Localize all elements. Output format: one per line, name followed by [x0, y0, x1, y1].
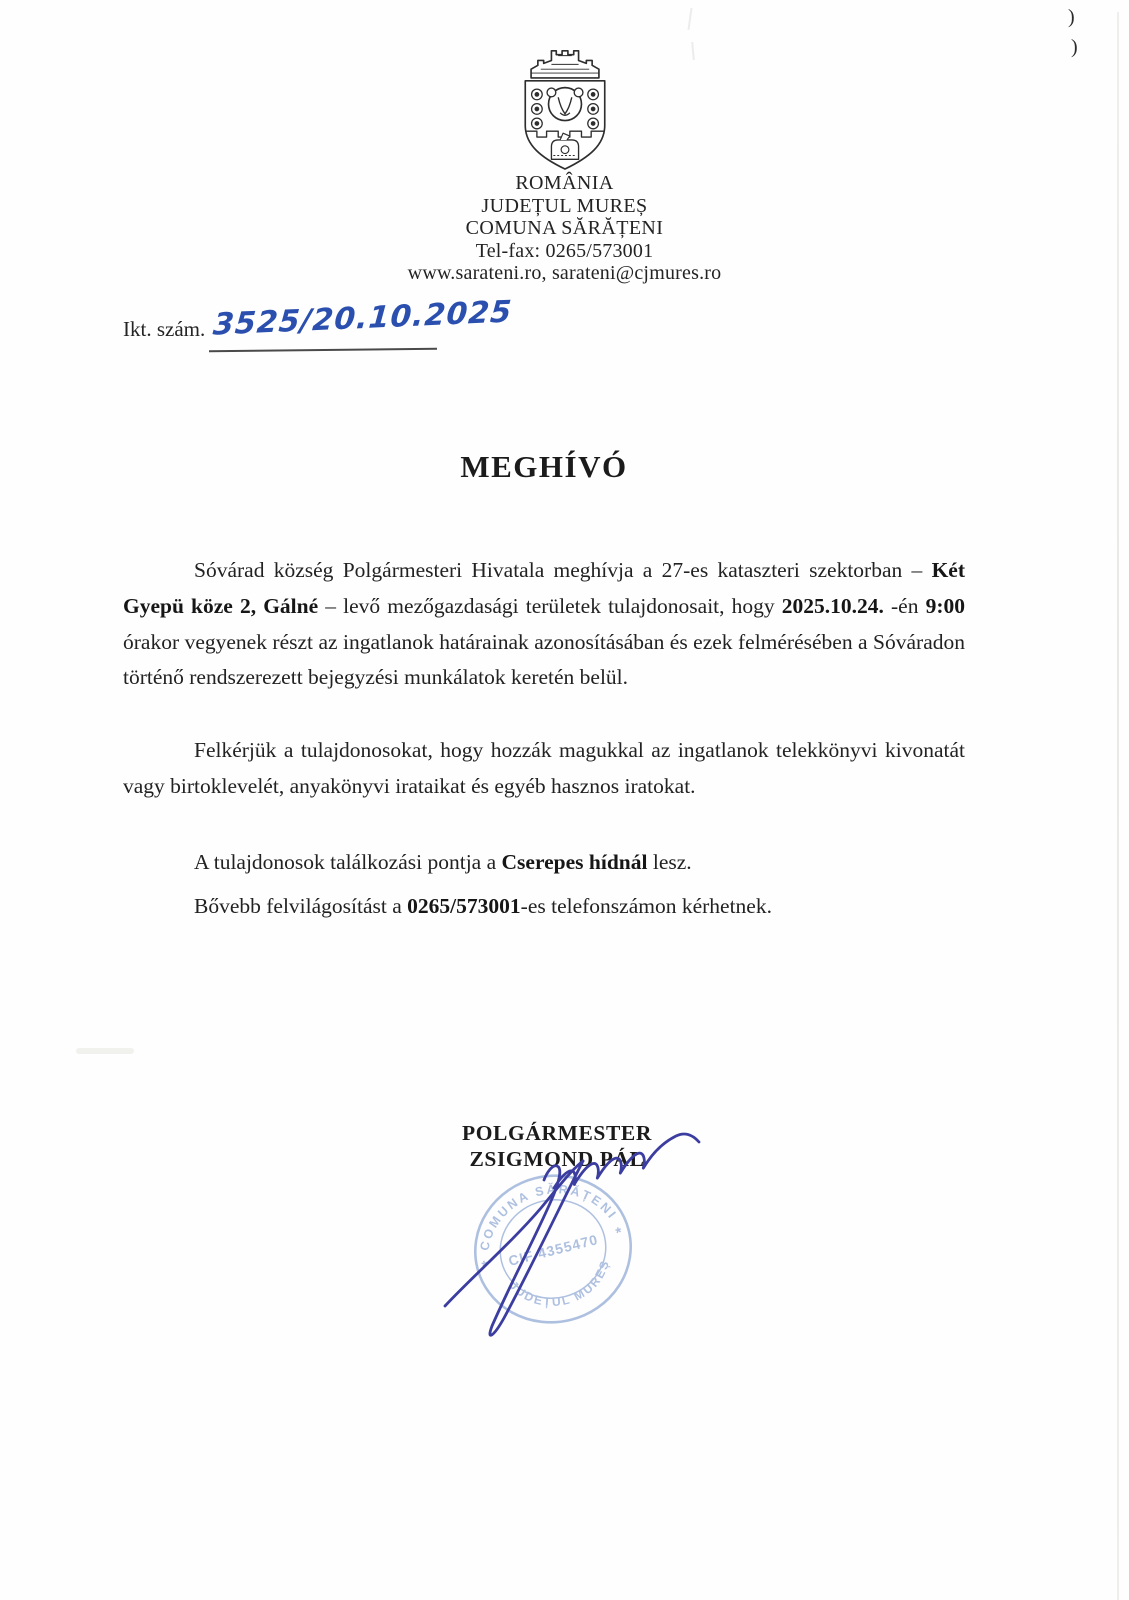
body-paragraph [123, 733, 965, 805]
stamp-cif-text: CIF 4355470 [506, 1231, 600, 1269]
document-title: MEGHÍVÓ [460, 449, 628, 484]
paragraph-text: -es telefonszámon kérhetnek. [520, 894, 772, 918]
paragraph-text: – levő mezőgazdasági területek tulajdonosait, hogy [318, 593, 782, 618]
stamp-star-right: * [614, 1224, 624, 1243]
scan-smudge [76, 1048, 134, 1054]
stamp-bottom-text: JUDEȚUL MUREȘ [506, 1257, 613, 1310]
paragraph-text: A tulajdonosok találkozási pontja a [194, 850, 502, 874]
registration-number-label: Ikt. szám. [123, 317, 206, 341]
phone-number-bold: 0265/573001 [407, 894, 521, 918]
scan-paren-mark: ) [1068, 6, 1075, 28]
time-bold: 9:00 [925, 593, 966, 618]
registration-number-handwritten: 3525/20.10.2025 [211, 294, 514, 343]
paragraph-text: Felkérjük a tulajdonosokat, hogy hozzák magukkal az ingatlanok telekkönyvi kivonatát vagy birtoklevelét, anyakönyvi irataikat és egyéb hasznos iratokat. [123, 738, 965, 798]
body-paragraph [123, 845, 965, 881]
scan-paren-mark: ) [1071, 36, 1078, 58]
coat-of-arms-icon [502, 44, 628, 170]
paragraph-text: Sóvárad község Polgármesteri Hivatala meghívja a 27-es kataszteri szektorban – [194, 558, 932, 582]
handwritten-signature [436, 1126, 720, 1344]
stamp-top-text: COMUNA SĂRĂȚENI [477, 1182, 620, 1252]
meeting-point-bold: Cserepes hídnál [501, 850, 648, 874]
header-county: JUDEȚUL MUREȘ [481, 194, 648, 217]
body-paragraph [123, 553, 965, 696]
header-telfax: Tel-fax: 0265/573001 [475, 239, 654, 262]
registration-number-line [209, 348, 437, 352]
header-country: ROMÂNIA [515, 172, 614, 194]
header-commune: COMUNA SĂRĂȚENI [465, 217, 664, 239]
paragraph-text: órakor vegyenek részt az ingatlanok határainak azonosításában és ezek felmérésében a Sóváradon történő rendszerezett bejegyzési munkálatok keretén belül. [123, 629, 965, 690]
body-paragraph [123, 889, 965, 925]
location-name-bold: Két Gyepü köze 2, Gálné [123, 558, 965, 618]
paragraph-text: lesz. [647, 850, 692, 874]
signer-role: POLGÁRMESTER [462, 1121, 652, 1145]
stamp-star-left: * [480, 1257, 491, 1276]
letterhead [0, 44, 1129, 285]
date-bold: 2025.10.24. [781, 593, 884, 618]
signer-name: ZSIGMOND PÁL [469, 1147, 645, 1171]
scan-speck [687, 8, 692, 30]
paragraph-text: Bővebb felvilágosítást a [194, 894, 408, 918]
paragraph-text: -én [883, 593, 926, 618]
header-contacts: www.sarateni.ro, sarateni@cjmures.ro [407, 262, 722, 284]
